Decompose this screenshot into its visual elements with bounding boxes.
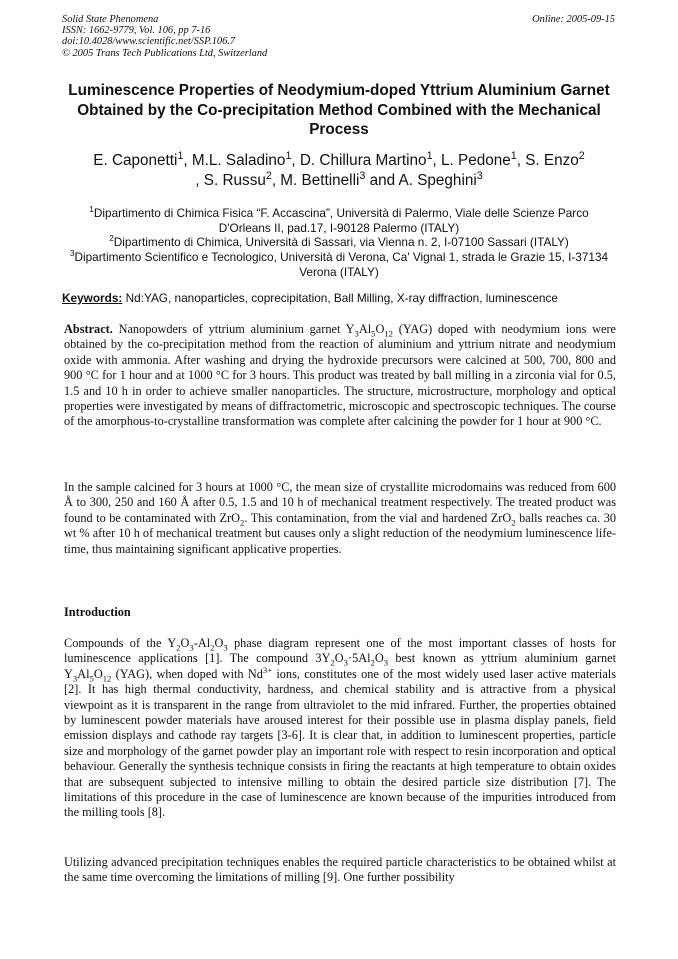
journal-header xyxy=(62,14,267,59)
abstract-label: Abstract. xyxy=(64,322,113,336)
affiliation-3: $^3$Dipartimento Scientifico e Tecnologico, Università di Verona, Ca' Vignal 1, strada le Grazie 15, I-37134 Verona (ITALY) xyxy=(69,249,609,279)
affiliation-1: $^1$Dipartimento di Chimica Fisica “F. Accascina”, Università di Palermo, Viale delle Scienze Parco D'Orleans II, pad.17, I-90128 Palermo (ITALY) xyxy=(89,205,589,235)
abstract-paragraph-1: Abstract. Nanopowders of yttrium aluminium garnet $Y_3Al_5O_{12}$ (YAG) doped with neodymium ions were obtained by the co-precipitation method from the reaction of aluminium and yttrium nitrate and neodymium oxide with ammonia. After washing and drying the hydroxide precursors were calcined at 500, 700, 800 and 900 °C for 1 hour and at 1000 °C for 3 hours. This product was treated by ball milling in a zirconia vial for 0.5, 1.5 and 10 h in order to achieve smaller nanoparticles. The structure, microstructure, morphology and optical properties were investigated by means of diffractometric, microscopic and spectroscopic techniques. The course of the amorphous-to-crystalline transformation was complete after calcining the powder for 1 hour at 900 °C. xyxy=(64,322,616,429)
abstract-paragraph-2: In the sample calcined for 3 hours at 1000 °C, the mean size of crystallite microdomains was reduced from 600 Å to 300, 250 and 160 Å after 0.5, 1.5 and 10 h of mechanical treatment respectively. The treated product was found to be contaminated with ZrO$_2$. This contamination, from the vial and hardened ZrO$_2$ balls reaches ca. 30 wt % after 10 h of mechanical treatment but causes only a slight reduction of the neodymium luminescence life-time, thus maintaining significant applicative properties. xyxy=(64,480,617,556)
online-date: Online: 2005-09-15 xyxy=(532,14,615,25)
keywords-text: Nd:YAG, nanoparticles, coprecipitation, Ball Milling, X-ray diffraction, luminescence xyxy=(122,291,558,305)
copyright-line: © 2005 Trans Tech Publications Ltd, Switzerland xyxy=(62,47,268,59)
author-list: E. Caponetti$^1$, M.L. Saladino$^1$, D. Chillura Martino$^1$, L. Pedone$^1$, S. Enzo$^2$ , S. Russu$^2$, M. Bettinelli$^3$ and A. Speghini$^3$ xyxy=(93,149,585,189)
section-heading-introduction: Introduction xyxy=(64,605,131,619)
paper-title: Luminescence Properties of Neodymium-doped Yttrium Aluminium Garnet Obtained by the Co-precipitation Method Combined with the Mechanical Process xyxy=(68,82,610,138)
introduction-paragraph-1: Compounds of the $Y_2O_3-Al_2O_3$ phase diagram represent one of the most important classes of hosts for luminescence applications [1]. The compound $3Y_2O_3\cdot 5Al_2O_3$ best known as yttrium aluminium garnet $Y_3Al_5O_{12}$ (YAG), when doped with $Nd^{3+}$ ions, constitutes one of the most widely used laser active materials [2]. It has high thermal conductivity, hardness, and chemical stability and is attractive from a physical viewpoint as it is transparent in the range from ultraviolet to the mid infrared. Further, the properties obtained by luminescent powder materials have aroused interest for their possible use in plasma display panels, field emission displays and cathode ray targets [3-6]. It is clear that, in addition to luminescent properties, particle size and morphology of the garnet powder play an important role with respect to resin incorporation and optical behaviour. Generally the synthesis technique consists in firing the reactants at high temperature to obtain oxides that are subsequent subjected to intensive milling to obtain the desired particle size distribution [7]. The limitations of this procedure in the case of luminescence are known because of the impurities introduced from the milling tools [8]. xyxy=(64,636,616,820)
issn-line: ISSN: 1662-9779, Vol. 106, pp 7-16 xyxy=(62,25,211,37)
affiliation-2: $^2$Dipartimento di Chimica, Università di Sassari, via Vienna n. 2, I-07100 Sassari (ITALY) xyxy=(109,234,569,250)
affiliations xyxy=(62,206,616,280)
keywords xyxy=(62,291,616,305)
introduction-paragraph-2: Utilizing advanced precipitation techniques enables the required particle characteristics to be obtained whilst at the same time overcoming the limitations of milling [9]. One further possibility xyxy=(64,855,616,885)
keywords-label: Keywords: xyxy=(62,291,123,305)
journal-name: Solid State Phenomena xyxy=(62,14,159,25)
doi-line: doi:10.4028/www.scientific.net/SSP.106.7 xyxy=(62,36,236,48)
